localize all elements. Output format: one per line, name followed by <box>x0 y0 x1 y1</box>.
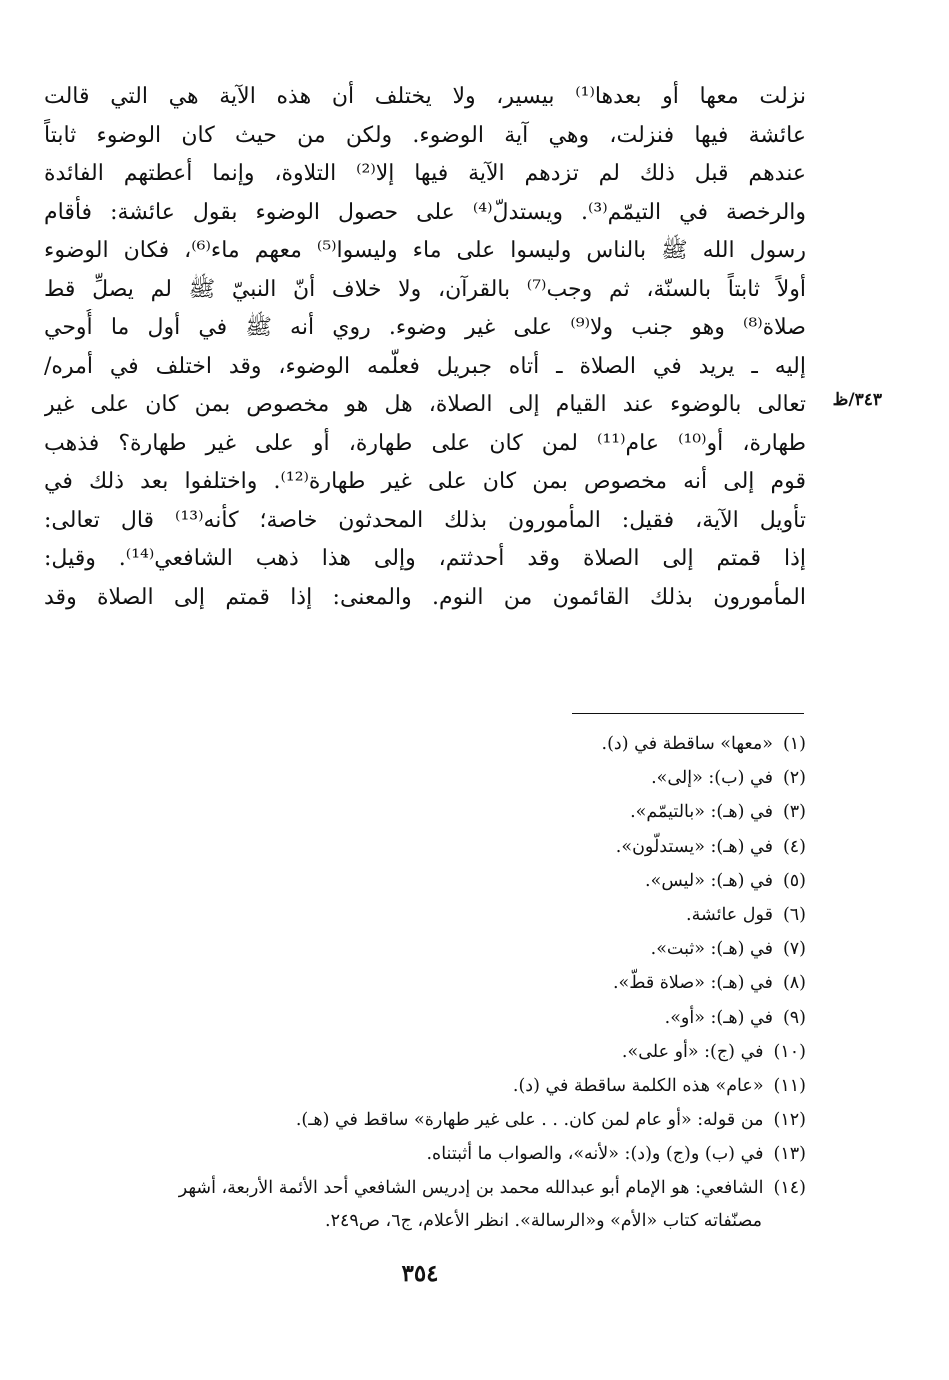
footnote <box>44 795 806 829</box>
footnote-number: (١) <box>782 734 806 754</box>
footnote-text: في (ج): «أو على». <box>621 1041 764 1062</box>
footnote-number: (٥) <box>782 870 806 891</box>
text-line: نزلت معها أو بعدها⁽¹⁾ بيسير، ولا يختلف أن هذه الآية هي التي قالت <box>44 84 806 109</box>
footnote-text: «معها» ساقطة في (د). <box>601 734 773 754</box>
footnote-number: (٩) <box>782 1007 806 1028</box>
footnote-divider <box>572 713 804 714</box>
text-line: والرخصة في التيمّم⁽³⁾. ويستدلّ⁽⁴⁾ على حصول الوضوء بقول عائشة: فأقام <box>44 199 806 225</box>
footnote-text: في (هـ): «صلاة قطّ». <box>612 973 773 994</box>
footnote <box>44 1035 806 1069</box>
footnote-continuation: مصنّفاته كتاب «الأم» و«الرسالة». انظر الأعلام، ج٦، ص٢٤٩. <box>325 1210 762 1231</box>
text-line: أولاً ثابتاً بالسنّة، ثم وجب⁽⁷⁾ بالقرآن، ولا خلاف أنّ النبيّ ﷺ لم يصلِّ قط <box>44 276 806 302</box>
footnote <box>44 898 806 932</box>
footnote-text: الشافعي: هو الإمام أبو عبدالله محمد بن إدريس الشافعي أحد الأئمة الأربعة، أشهر <box>178 1178 764 1199</box>
footnote <box>44 864 806 898</box>
text-line: إذا قمتم إلى الصلاة وقد أحدثتم، وإلى هذا ذهب الشافعي⁽¹⁴⁾. وقيل: <box>44 546 806 571</box>
footnotes <box>44 727 806 1236</box>
footnote-number: (٦) <box>782 904 806 925</box>
text-line: قوم إلى أنه مخصوص بمن كان على غير طهارة⁽¹²⁾. واختلفوا بعد ذلك في <box>44 469 806 494</box>
text-line: المأمورون بذلك القائمون من النوم. والمعنى: إذا قمتم إلى الصلاة وقد <box>44 584 806 610</box>
footnote <box>44 761 806 795</box>
footnote-text: في (هـ): «يستدلّون». <box>615 836 773 857</box>
footnote-text: في (ب): «إلى». <box>651 768 773 789</box>
footnote-text: في (ب) و(ج) و(د): «لأنه»، والصواب ما أثبتناه. <box>426 1144 764 1165</box>
footnote <box>44 932 806 966</box>
footnote-number: (١٣) <box>773 1144 806 1165</box>
footnote <box>44 1069 806 1103</box>
text-line: رسول الله ﷺ بالناس وليسوا على ماء وليسوا⁽⁵⁾ معهم ماء⁽⁶⁾، فكان الوضوء <box>44 238 806 263</box>
footnote <box>44 727 806 761</box>
footnote-number: (١٠) <box>773 1041 806 1062</box>
text-line: تعالى بالوضوء عند القيام إلى الصلاة، هل هو مخصوص بمن كان على غير <box>44 392 806 417</box>
footnote-text: في (هـ): «أو». <box>664 1007 773 1028</box>
main-text <box>44 78 806 617</box>
manuscript-folio-marker: ٣٤٣/ظ <box>832 390 882 410</box>
footnote <box>44 1103 806 1137</box>
footnote <box>44 1001 806 1035</box>
footnote-number: (١١) <box>773 1075 806 1096</box>
footnote <box>44 1137 806 1171</box>
text-line: صلاة⁽⁸⁾ وهو جنب ولا⁽⁹⁾ على غير وضوء. روي أنه ﷺ في أول ما أُوحي <box>44 315 806 340</box>
footnote-text: في (هـ): «ليس». <box>645 870 773 891</box>
footnote-number: (٣) <box>782 802 806 823</box>
footnote-number: (٢) <box>782 768 806 789</box>
page-number: ٣٥٤ <box>401 1260 439 1287</box>
text-line: طهارة، أو⁽¹⁰⁾ عام⁽¹¹⁾ لمن كان على طهارة، أو على غير طهارة؟ فذهب <box>44 430 806 456</box>
footnote-text: من قوله: «أو عام لمن كان. . . على غير طهارة» ساقط في (هـ). <box>295 1110 764 1131</box>
text-line: عائشة فيها فنزلت، وهي آية الوضوء. ولكن من حيث كان الوضوء ثابتاً <box>44 122 806 148</box>
text-line: عندهم قبل ذلك لم تزدهم الآية فيها إلا⁽²⁾ التلاوة، وإنما أعطتهم الفائدة <box>44 161 806 186</box>
footnote-number: (١٤) <box>773 1178 806 1199</box>
footnote-text: قول عائشة. <box>686 904 773 925</box>
footnote <box>44 830 806 864</box>
footnote-number: (٨) <box>782 973 806 994</box>
footnote-number: (٧) <box>782 939 806 960</box>
footnote-text: في (هـ): «ثبت». <box>650 939 773 960</box>
footnote <box>44 966 806 1000</box>
footnote-text: «عام» هذه الكلمة ساقطة في (د). <box>512 1075 764 1096</box>
footnote-number: (١٢) <box>773 1110 806 1131</box>
footnote-number: (٤) <box>782 836 806 857</box>
footnote <box>44 1171 806 1205</box>
text-line: إليه ـ يريد في الصلاة ـ أتاه جبريل فعلّمه الوضوء، وقد اختلف في أمره/ <box>44 353 806 379</box>
footnote-text: في (هـ): «بالتيمّم». <box>630 802 773 823</box>
text-line: تأويل الآية، فقيل: المأمورون بذلك المحدثون خاصة؛ كأنه⁽¹³⁾ قال تعالى: <box>44 507 806 533</box>
